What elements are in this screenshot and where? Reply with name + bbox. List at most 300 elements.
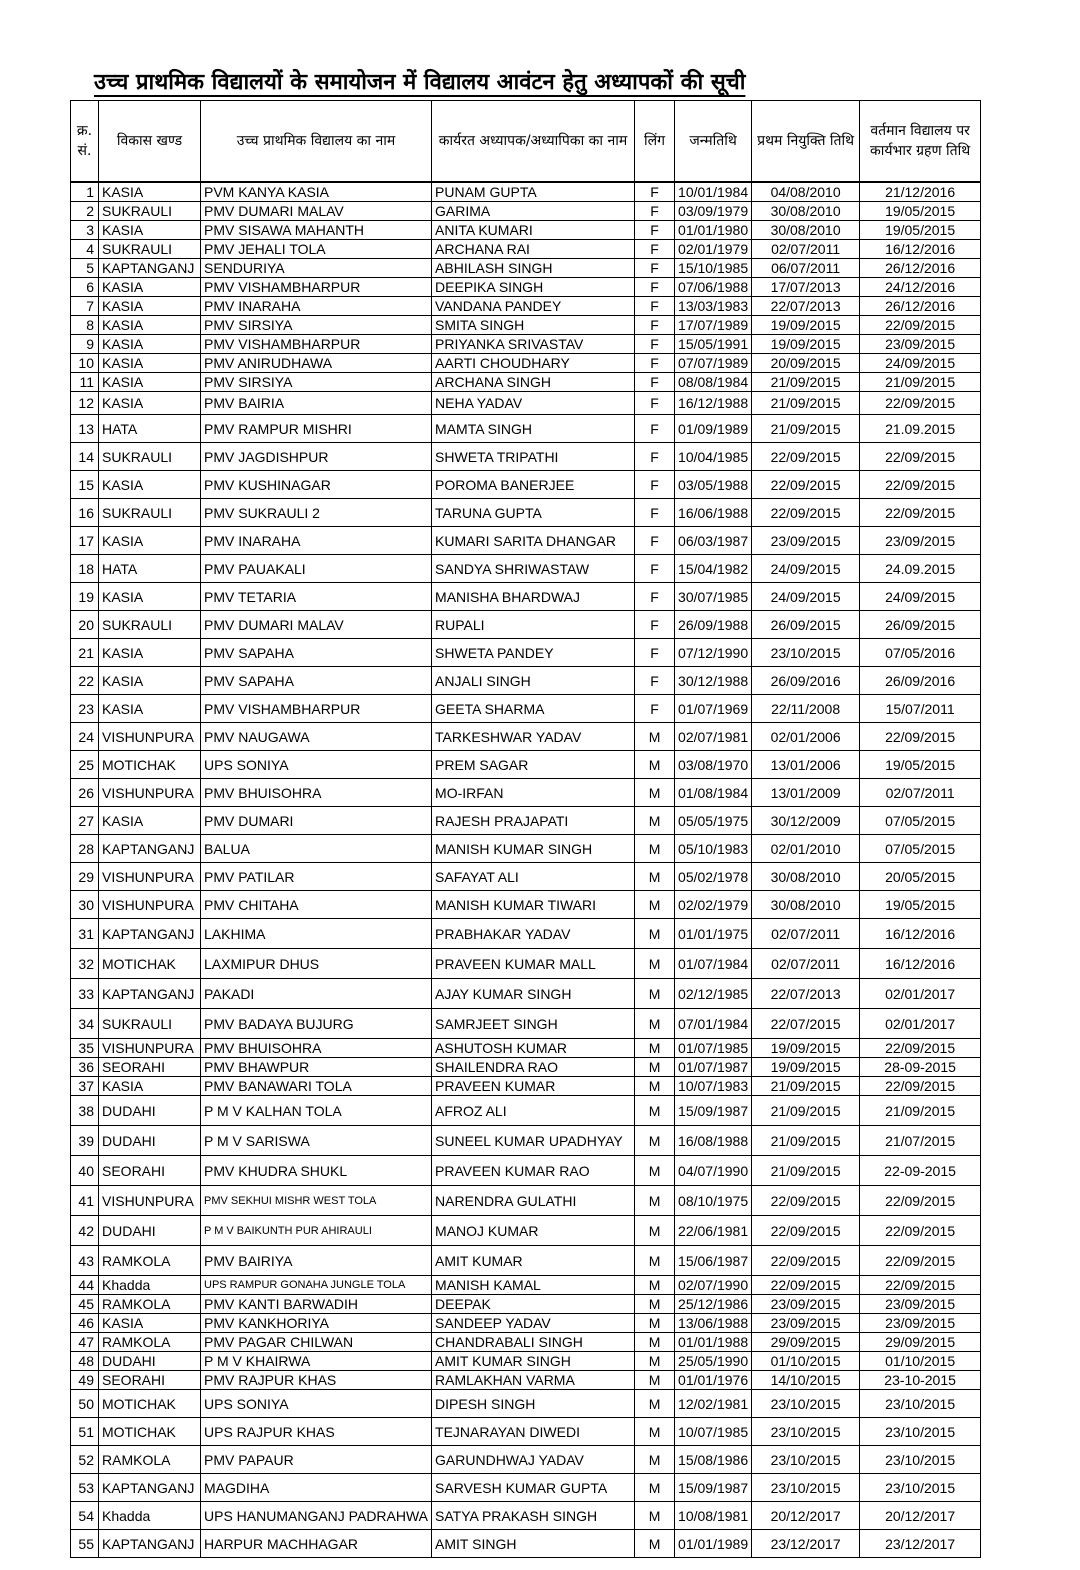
school-cell: PMV PAGAR CHILWAN [201,1333,432,1352]
table-row [71,240,981,259]
teacher-cell: TARUNA GUPTA [432,499,635,527]
joining-date-cell: 19/05/2015 [860,202,981,221]
serial-cell: 30 [71,891,99,919]
first-appointment-cell: 02/01/2006 [752,723,860,751]
dob-cell: 07/06/1988 [675,278,752,297]
table-row [71,779,981,807]
table-row [71,499,981,527]
school-cell: PMV RAJPUR KHAS [201,1371,432,1390]
gender-cell: F [635,555,675,583]
block-cell: KAPTANGANJ [99,835,201,863]
school-cell: PMV BANAWARI TOLA [201,1077,432,1096]
joining-date-cell: 26/09/2016 [860,667,981,695]
school-cell: PMV SEKHUI MISHR WEST TOLA [201,1186,432,1216]
gender-cell: M [635,723,675,751]
dob-cell: 15/10/1985 [675,259,752,278]
block-cell: KASIA [99,182,201,202]
first-appointment-cell: 23/10/2015 [752,1474,860,1502]
teacher-cell: MANOJ KUMAR [432,1216,635,1246]
block-cell: KASIA [99,354,201,373]
school-cell: PMV KANTI BARWADIH [201,1295,432,1314]
table-row [71,695,981,723]
serial-cell: 43 [71,1246,99,1276]
joining-date-cell: 23/10/2015 [860,1390,981,1418]
table-row [71,1446,981,1474]
teacher-cell: TARKESHWAR YADAV [432,723,635,751]
gender-cell: M [635,1077,675,1096]
joining-date-cell: 22/09/2015 [860,1186,981,1216]
block-cell: KAPTANGANJ [99,1474,201,1502]
block-cell: RAMKOLA [99,1446,201,1474]
dob-cell: 16/12/1988 [675,392,752,415]
joining-date-cell: 22/09/2015 [860,1246,981,1276]
first-appointment-cell: 22/09/2015 [752,1246,860,1276]
joining-date-cell: 26/12/2016 [860,297,981,316]
dob-cell: 15/05/1991 [675,335,752,354]
serial-cell: 2 [71,202,99,221]
document-title: उच्च प्राथमिक विद्यालयों के समायोजन में विद्यालय आवंटन हेतु अध्यापकों की सूची [94,70,746,95]
dob-cell: 01/01/1980 [675,221,752,240]
joining-date-cell: 23/09/2015 [860,1314,981,1333]
school-cell: PAKADI [201,979,432,1009]
table-row [71,979,981,1009]
block-cell: RAMKOLA [99,1295,201,1314]
school-cell: PMV BHUISOHRA [201,779,432,807]
table-row [71,1352,981,1371]
gender-cell: F [635,499,675,527]
table-row [71,835,981,863]
gender-cell: F [635,415,675,443]
teacher-cell: SHWETA TRIPATHI [432,443,635,471]
table-row [71,316,981,335]
serial-cell: 40 [71,1156,99,1186]
serial-cell: 12 [71,392,99,415]
joining-date-cell: 29/09/2015 [860,1333,981,1352]
gender-cell: F [635,240,675,259]
joining-date-cell: 15/07/2011 [860,695,981,723]
joining-date-cell: 23/10/2015 [860,1446,981,1474]
header-joining-date: वर्तमान विद्यालय पर कार्यभार ग्रहण तिथि [860,101,981,183]
table-row [71,1371,981,1390]
dob-cell: 03/08/1970 [675,751,752,779]
first-appointment-cell: 22/09/2015 [752,1186,860,1216]
school-cell: PMV VISHAMBHARPUR [201,278,432,297]
serial-cell: 49 [71,1371,99,1390]
teacher-cell: AARTI CHOUDHARY [432,354,635,373]
teacher-cell: SAMRJEET SINGH [432,1009,635,1039]
dob-cell: 13/06/1988 [675,1314,752,1333]
gender-cell: F [635,695,675,723]
block-cell: KASIA [99,221,201,240]
school-cell: PMV VISHAMBHARPUR [201,335,432,354]
first-appointment-cell: 22/09/2015 [752,1216,860,1246]
serial-cell: 53 [71,1474,99,1502]
first-appointment-cell: 23/12/2017 [752,1530,860,1558]
dob-cell: 05/10/1983 [675,835,752,863]
teacher-cell: SANDEEP YADAV [432,1314,635,1333]
table-row [71,583,981,611]
block-cell: KASIA [99,695,201,723]
table-row [71,1418,981,1446]
block-cell: KASIA [99,278,201,297]
table-row [71,639,981,667]
joining-date-cell: 20/05/2015 [860,863,981,891]
school-cell: MAGDIHA [201,1474,432,1502]
block-cell: SUKRAULI [99,611,201,639]
school-cell: P M V KALHAN TOLA [201,1096,432,1126]
dob-cell: 07/01/1984 [675,1009,752,1039]
joining-date-cell: 22/09/2015 [860,1077,981,1096]
table-row [71,949,981,979]
first-appointment-cell: 21/09/2015 [752,1096,860,1126]
serial-cell: 23 [71,695,99,723]
block-cell: KAPTANGANJ [99,979,201,1009]
block-cell: DUDAHI [99,1352,201,1371]
serial-cell: 3 [71,221,99,240]
first-appointment-cell: 13/01/2009 [752,779,860,807]
block-cell: VISHUNPURA [99,723,201,751]
school-cell: PMV RAMPUR MISHRI [201,415,432,443]
table-row [71,1077,981,1096]
first-appointment-cell: 01/10/2015 [752,1352,860,1371]
block-cell: KAPTANGANJ [99,1530,201,1558]
school-cell: PMV JEHALI TOLA [201,240,432,259]
school-cell: PMV BHAWPUR [201,1058,432,1077]
dob-cell: 03/05/1988 [675,471,752,499]
serial-cell: 18 [71,555,99,583]
teacher-cell: SAFAYAT ALI [432,863,635,891]
table-row [71,1186,981,1216]
block-cell: KASIA [99,527,201,555]
serial-cell: 46 [71,1314,99,1333]
joining-date-cell: 24.09.2015 [860,555,981,583]
dob-cell: 05/02/1978 [675,863,752,891]
gender-cell: M [635,1295,675,1314]
block-cell: KASIA [99,1077,201,1096]
school-cell: PMV KUSHINAGAR [201,471,432,499]
joining-date-cell: 24/09/2015 [860,354,981,373]
block-cell: DUDAHI [99,1216,201,1246]
dob-cell: 15/09/1987 [675,1096,752,1126]
teacher-cell: SANDYA SHRIWASTAW [432,555,635,583]
joining-date-cell: 23-10-2015 [860,1371,981,1390]
block-cell: VISHUNPURA [99,779,201,807]
first-appointment-cell: 20/09/2015 [752,354,860,373]
joining-date-cell: 02/07/2011 [860,779,981,807]
first-appointment-cell: 17/07/2013 [752,278,860,297]
serial-cell: 7 [71,297,99,316]
teacher-cell: POROMA BANERJEE [432,471,635,499]
school-cell: HARPUR MACHHAGAR [201,1530,432,1558]
school-cell: PMV INARAHA [201,527,432,555]
joining-date-cell: 23/09/2015 [860,1295,981,1314]
block-cell: SUKRAULI [99,443,201,471]
serial-cell: 6 [71,278,99,297]
school-cell: PMV INARAHA [201,297,432,316]
gender-cell: M [635,1276,675,1295]
block-cell: Khadda [99,1276,201,1295]
serial-cell: 22 [71,667,99,695]
serial-cell: 24 [71,723,99,751]
first-appointment-cell: 19/09/2015 [752,1039,860,1058]
joining-date-cell: 22/09/2015 [860,392,981,415]
first-appointment-cell: 21/09/2015 [752,1126,860,1156]
joining-date-cell: 22/09/2015 [860,443,981,471]
dob-cell: 01/07/1985 [675,1039,752,1058]
gender-cell: M [635,1216,675,1246]
school-cell: PMV SUKRAULI 2 [201,499,432,527]
table-row [71,182,981,202]
first-appointment-cell: 24/09/2015 [752,555,860,583]
gender-cell: F [635,202,675,221]
table-row [71,1390,981,1418]
dob-cell: 02/02/1979 [675,891,752,919]
table-row [71,443,981,471]
block-cell: SUKRAULI [99,499,201,527]
joining-date-cell: 16/12/2016 [860,240,981,259]
table-row [71,1096,981,1126]
serial-cell: 11 [71,373,99,392]
teacher-cell: AFROZ ALI [432,1096,635,1126]
gender-cell: F [635,221,675,240]
serial-cell: 19 [71,583,99,611]
gender-cell: F [635,583,675,611]
serial-cell: 13 [71,415,99,443]
first-appointment-cell: 21/09/2015 [752,1156,860,1186]
dob-cell: 01/07/1987 [675,1058,752,1077]
joining-date-cell: 23/09/2015 [860,527,981,555]
joining-date-cell: 26/09/2015 [860,611,981,639]
joining-date-cell: 28-09-2015 [860,1058,981,1077]
school-cell: PMV TETARIA [201,583,432,611]
table-row [71,1502,981,1530]
school-cell: PMV SISAWA MAHANTH [201,221,432,240]
header-dob: जन्मतिथि [675,101,752,183]
school-cell: PMV KHUDRA SHUKL [201,1156,432,1186]
school-cell: PMV KANKHORIYA [201,1314,432,1333]
table-row [71,1009,981,1039]
serial-cell: 41 [71,1186,99,1216]
gender-cell: F [635,259,675,278]
dob-cell: 30/12/1988 [675,667,752,695]
serial-cell: 39 [71,1126,99,1156]
gender-cell: M [635,1474,675,1502]
teacher-cell: PRAVEEN KUMAR RAO [432,1156,635,1186]
joining-date-cell: 22/09/2015 [860,471,981,499]
dob-cell: 25/12/1986 [675,1295,752,1314]
joining-date-cell: 26/12/2016 [860,259,981,278]
header-gender: लिंग [635,101,675,183]
joining-date-cell: 23/10/2015 [860,1474,981,1502]
teacher-cell: PRIYANKA SRIVASTAV [432,335,635,354]
block-cell: SUKRAULI [99,1009,201,1039]
joining-date-cell: 16/12/2016 [860,919,981,949]
gender-cell: M [635,1039,675,1058]
school-cell: PMV PAUAKALI [201,555,432,583]
block-cell: KASIA [99,807,201,835]
teacher-cell: GARIMA [432,202,635,221]
gender-cell: F [635,297,675,316]
first-appointment-cell: 21/09/2015 [752,415,860,443]
table-row [71,807,981,835]
teacher-cell: MANISH KUMAR TIWARI [432,891,635,919]
teacher-cell: AJAY KUMAR SINGH [432,979,635,1009]
block-cell: VISHUNPURA [99,891,201,919]
school-cell: UPS RAJPUR KHAS [201,1418,432,1446]
gender-cell: M [635,1446,675,1474]
first-appointment-cell: 23/09/2015 [752,1314,860,1333]
teacher-cell: MANISH KUMAR SINGH [432,835,635,863]
teacher-cell: MO-IRFAN [432,779,635,807]
block-cell: KASIA [99,667,201,695]
joining-date-cell: 22/09/2015 [860,723,981,751]
teacher-cell: CHANDRABALI SINGH [432,1333,635,1352]
dob-cell: 01/01/1975 [675,919,752,949]
first-appointment-cell: 20/12/2017 [752,1502,860,1530]
joining-date-cell: 22/09/2015 [860,1039,981,1058]
block-cell: MOTICHAK [99,1418,201,1446]
first-appointment-cell: 02/07/2011 [752,949,860,979]
first-appointment-cell: 23/09/2015 [752,1295,860,1314]
first-appointment-cell: 02/01/2010 [752,835,860,863]
teacher-cell: MAMTA SINGH [432,415,635,443]
school-cell: PMV BADAYA BUJURG [201,1009,432,1039]
first-appointment-cell: 30/08/2010 [752,891,860,919]
table-row [71,415,981,443]
block-cell: KASIA [99,373,201,392]
gender-cell: M [635,1246,675,1276]
school-cell: UPS SONIYA [201,751,432,779]
table-row [71,221,981,240]
table-row [71,1058,981,1077]
joining-date-cell: 23/12/2017 [860,1530,981,1558]
first-appointment-cell: 02/07/2011 [752,919,860,949]
teacher-cell: RAJESH PRAJAPATI [432,807,635,835]
gender-cell: F [635,373,675,392]
table-row [71,1295,981,1314]
serial-cell: 50 [71,1390,99,1418]
gender-cell: F [635,316,675,335]
joining-date-cell: 23/10/2015 [860,1418,981,1446]
joining-date-cell: 01/10/2015 [860,1352,981,1371]
school-cell: UPS RAMPUR GONAHA JUNGLE TOLA [201,1276,432,1295]
gender-cell: M [635,1314,675,1333]
table-row [71,297,981,316]
gender-cell: M [635,779,675,807]
gender-cell: M [635,1418,675,1446]
dob-cell: 10/07/1985 [675,1418,752,1446]
header-school: उच्च प्राथमिक विद्यालय का नाम [201,101,432,183]
first-appointment-cell: 19/09/2015 [752,335,860,354]
gender-cell: M [635,1126,675,1156]
block-cell: SEORAHI [99,1156,201,1186]
dob-cell: 08/10/1975 [675,1186,752,1216]
serial-cell: 47 [71,1333,99,1352]
first-appointment-cell: 23/09/2015 [752,527,860,555]
joining-date-cell: 21.09.2015 [860,415,981,443]
gender-cell: M [635,891,675,919]
block-cell: MOTICHAK [99,949,201,979]
block-cell: KASIA [99,335,201,354]
serial-cell: 20 [71,611,99,639]
first-appointment-cell: 23/10/2015 [752,1390,860,1418]
teacher-cell: TEJNARAYAN DIWEDI [432,1418,635,1446]
joining-date-cell: 07/05/2015 [860,807,981,835]
dob-cell: 01/09/1989 [675,415,752,443]
first-appointment-cell: 04/08/2010 [752,182,860,202]
block-cell: KASIA [99,471,201,499]
teacher-cell: SUNEEL KUMAR UPADHYAY [432,1126,635,1156]
serial-cell: 44 [71,1276,99,1295]
table-header-row [71,101,981,183]
dob-cell: 16/08/1988 [675,1126,752,1156]
joining-date-cell: 19/05/2015 [860,891,981,919]
first-appointment-cell: 30/08/2010 [752,221,860,240]
school-cell: PMV PAPAUR [201,1446,432,1474]
gender-cell: F [635,443,675,471]
school-cell: PMV JAGDISHPUR [201,443,432,471]
table-row [71,1474,981,1502]
block-cell: MOTICHAK [99,751,201,779]
first-appointment-cell: 22/09/2015 [752,499,860,527]
school-cell: P M V BAIKUNTH PUR AHIRAULI [201,1216,432,1246]
joining-date-cell: 21/12/2016 [860,182,981,202]
serial-cell: 4 [71,240,99,259]
block-cell: VISHUNPURA [99,1186,201,1216]
dob-cell: 01/07/1969 [675,695,752,723]
table-row [71,392,981,415]
gender-cell: M [635,1502,675,1530]
teacher-cell: MANISH KAMAL [432,1276,635,1295]
gender-cell: M [635,863,675,891]
teacher-list-table [70,100,981,1558]
serial-cell: 51 [71,1418,99,1446]
dob-cell: 15/09/1987 [675,1474,752,1502]
serial-cell: 14 [71,443,99,471]
dob-cell: 15/06/1987 [675,1246,752,1276]
teacher-cell: ANJALI SINGH [432,667,635,695]
first-appointment-cell: 26/09/2015 [752,611,860,639]
block-cell: MOTICHAK [99,1390,201,1418]
block-cell: KASIA [99,316,201,335]
school-cell: PMV VISHAMBHARPUR [201,695,432,723]
joining-date-cell: 16/12/2016 [860,949,981,979]
table-row [71,1156,981,1186]
table-row [71,278,981,297]
teacher-cell: VANDANA PANDEY [432,297,635,316]
block-cell: SEORAHI [99,1371,201,1390]
block-cell: DUDAHI [99,1126,201,1156]
table-row [71,723,981,751]
first-appointment-cell: 21/09/2015 [752,1077,860,1096]
joining-date-cell: 21/09/2015 [860,1096,981,1126]
serial-cell: 45 [71,1295,99,1314]
school-cell: PMV DUMARI [201,807,432,835]
joining-date-cell: 22-09-2015 [860,1156,981,1186]
serial-cell: 32 [71,949,99,979]
first-appointment-cell: 30/12/2009 [752,807,860,835]
serial-cell: 1 [71,182,99,202]
teacher-cell: AMIT KUMAR SINGH [432,1352,635,1371]
dob-cell: 01/01/1989 [675,1530,752,1558]
dob-cell: 02/07/1981 [675,723,752,751]
joining-date-cell: 02/01/2017 [860,1009,981,1039]
block-cell: KASIA [99,297,201,316]
block-cell: HATA [99,555,201,583]
serial-cell: 8 [71,316,99,335]
dob-cell: 07/07/1989 [675,354,752,373]
joining-date-cell: 22/09/2015 [860,1276,981,1295]
